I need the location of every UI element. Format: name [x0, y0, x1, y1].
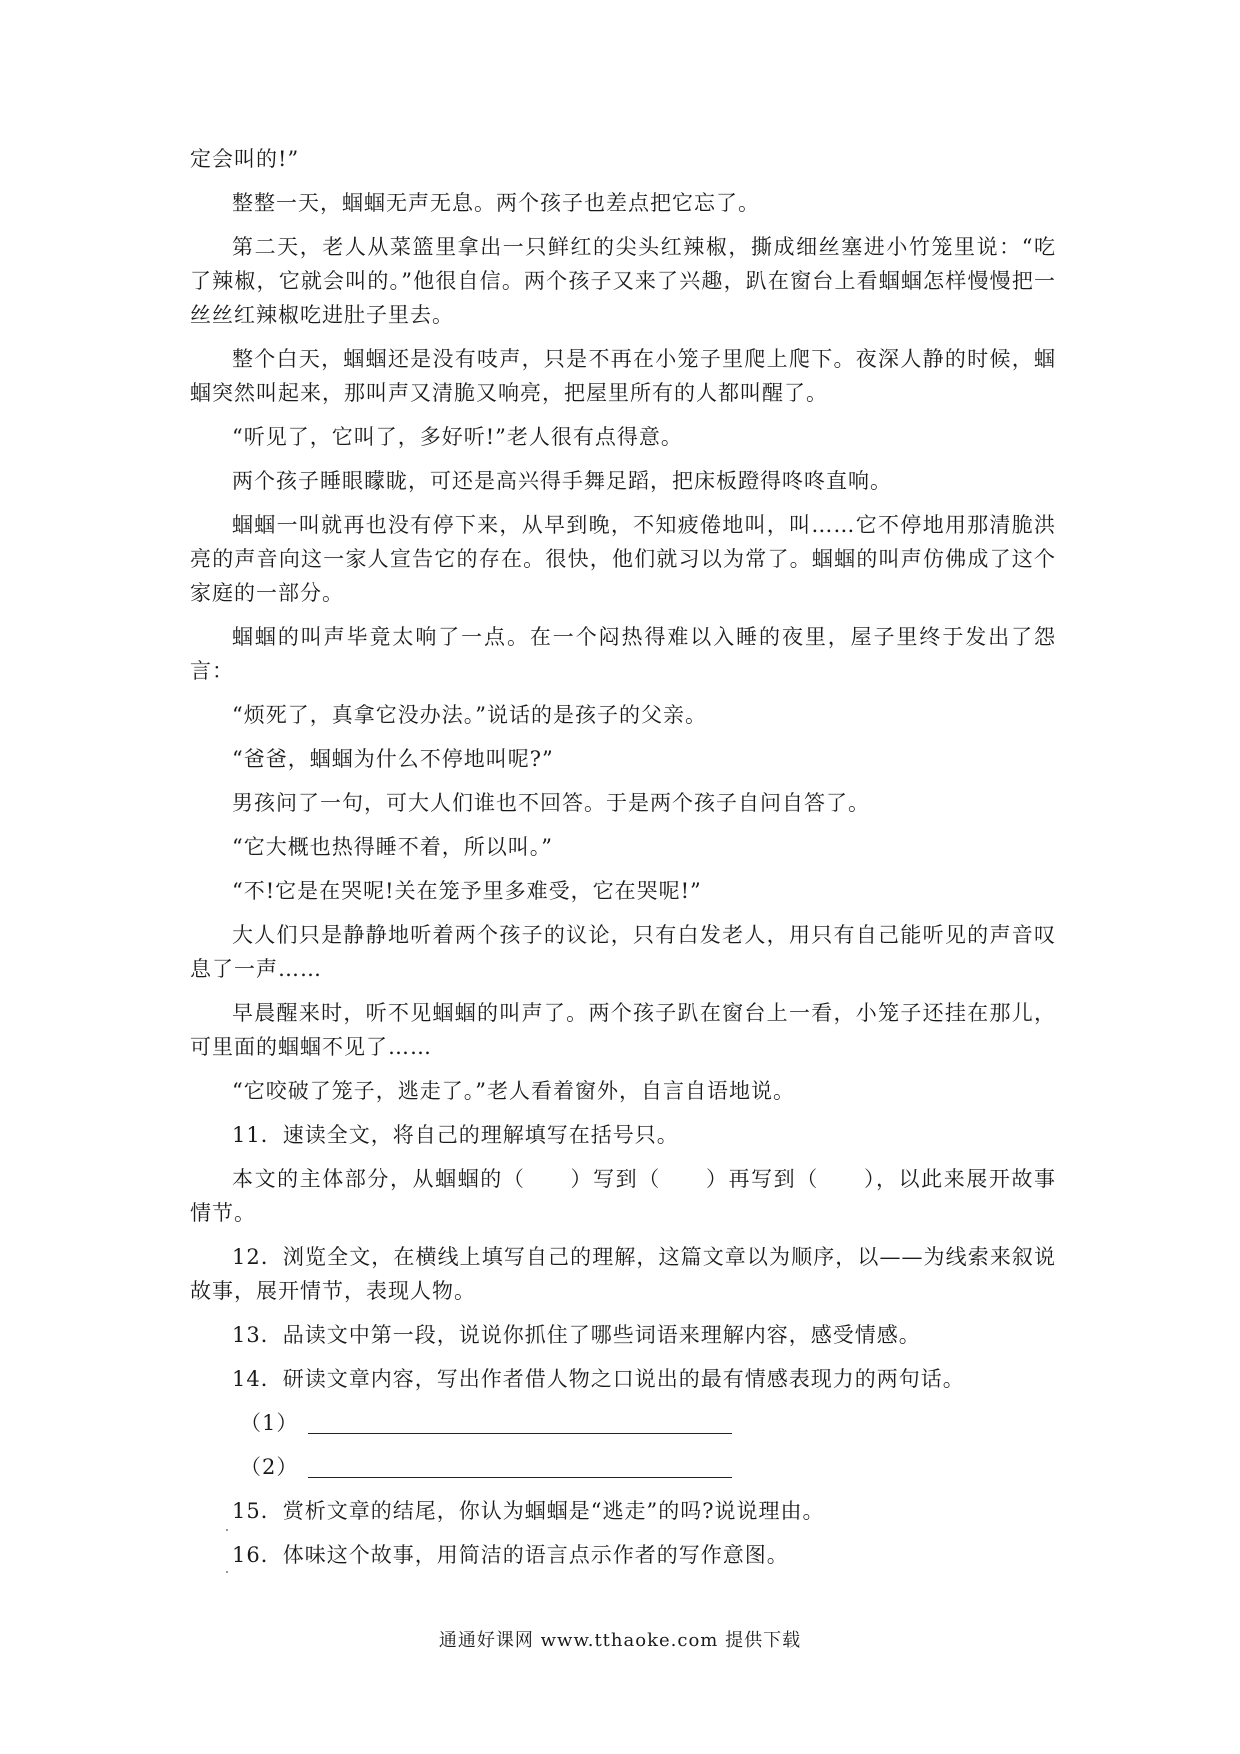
paragraph-10: “爸爸，蝈蝈为什么不停地叫呢?” — [232, 747, 554, 771]
paragraph-15: 早晨醒来时，听不见蝈蝈的叫声了。两个孩子趴在窗台上一看，小笼子还挂在那儿，可里面的蝈蝈不见了…… — [190, 1001, 1056, 1059]
answer-line-1 — [190, 1406, 1056, 1440]
paragraph-13: “不!它是在哭呢!关在笼予里多难受，它在哭呢!” — [232, 879, 702, 903]
paragraph-19: 12．浏览全文，在横线上填写自己的理解，这篇文章以为顺序，以——为线索来叙说故事，展开情节，表现人物。 — [190, 1245, 1056, 1303]
scan-speck — [226, 1571, 228, 1573]
answer-line-label: （1） — [240, 1411, 299, 1435]
paragraph-8: 蝈蝈的叫声毕竟太响了一点。在一个闷热得难以入睡的夜里，屋子里终于发出了怨言： — [190, 625, 1056, 683]
closing-questions — [190, 1494, 1056, 1572]
paragraph-6: 两个孩子睡眼矇眬，可还是高兴得手舞足蹈，把床板蹬得咚咚直响。 — [232, 469, 892, 493]
answer-line-2 — [190, 1450, 1056, 1484]
paragraph-20: 13．品读文中第一段，说说你抓住了哪些词语来理解内容，感受情感。 — [232, 1323, 921, 1347]
question-2: 16．体味这个故事，用简洁的语言点示作者的写作意图。 — [232, 1543, 789, 1567]
paragraph-4: 整个白天，蝈蝈还是没有吱声，只是不再在小笼子里爬上爬下。夜深人静的时候，蝈蝈突然叫起来，那叫声又清脆又响亮，把屋里所有的人都叫醒了。 — [190, 347, 1056, 405]
paragraph-18: 本文的主体部分，从蝈蝈的（ ）写到（ ）再写到（ ），以此来展开故事情节。 — [190, 1167, 1056, 1225]
paragraph-3: 第二天，老人从菜篮里拿出一只鲜红的尖头红辣椒，撕成细丝塞进小竹笼里说：“吃了辣椒，它就会叫的。”他很自信。两个孩子又来了兴趣，趴在窗台上看蝈蝈怎样慢慢把一丝丝红辣椒吃进肚子里去。 — [190, 235, 1056, 327]
paragraph-11: 男孩问了一句，可大人们谁也不回答。于是两个孩子自问自答了。 — [232, 791, 870, 815]
answer-line-label: （2） — [240, 1455, 299, 1479]
answer-lines — [190, 1406, 1056, 1484]
paragraph-16: “它咬破了笼子，逃走了。”老人看着窗外，自言自语地说。 — [232, 1079, 795, 1103]
page-footer: 通通好课网 www.tthaoke.com 提供下载 — [438, 1630, 802, 1651]
paragraph-12: “它大概也热得睡不着，所以叫。” — [232, 835, 553, 859]
question-1: 15．赏析文章的结尾，你认为蝈蝈是“逃走”的吗?说说理由。 — [232, 1499, 825, 1523]
paragraph-7: 蝈蝈一叫就再也没有停下来，从早到晚，不知疲倦地叫，叫……它不停地用那清脆洪亮的声音向这一家人宣告它的存在。很快，他们就习以为常了。蝈蝈的叫声仿佛成了这个家庭的一部分。 — [190, 513, 1056, 605]
story-paragraphs — [190, 142, 1056, 1396]
document-body — [190, 142, 1056, 1582]
answer-blank — [308, 1411, 732, 1434]
paragraph-9: “烦死了，真拿它没办法。”说话的是孩子的父亲。 — [232, 703, 707, 727]
paragraph-1: 定会叫的!” — [190, 147, 300, 171]
scan-speck — [226, 1529, 228, 1531]
paragraph-14: 大人们只是静静地听着两个孩子的议论，只有白发老人，用只有自己能听见的声音叹息了一声…… — [190, 923, 1056, 981]
paragraph-2: 整整一天，蝈蝈无声无息。两个孩子也差点把它忘了。 — [232, 191, 760, 215]
paragraph-21: 14．研读文章内容，写出作者借人物之口说出的最有情感表现力的两句话。 — [232, 1367, 965, 1391]
paragraph-17: 11．速读全文，将自己的理解填写在括号只。 — [232, 1123, 679, 1147]
paragraph-5: “听见了，它叫了，多好听!”老人很有点得意。 — [232, 425, 683, 449]
answer-blank — [308, 1455, 732, 1478]
